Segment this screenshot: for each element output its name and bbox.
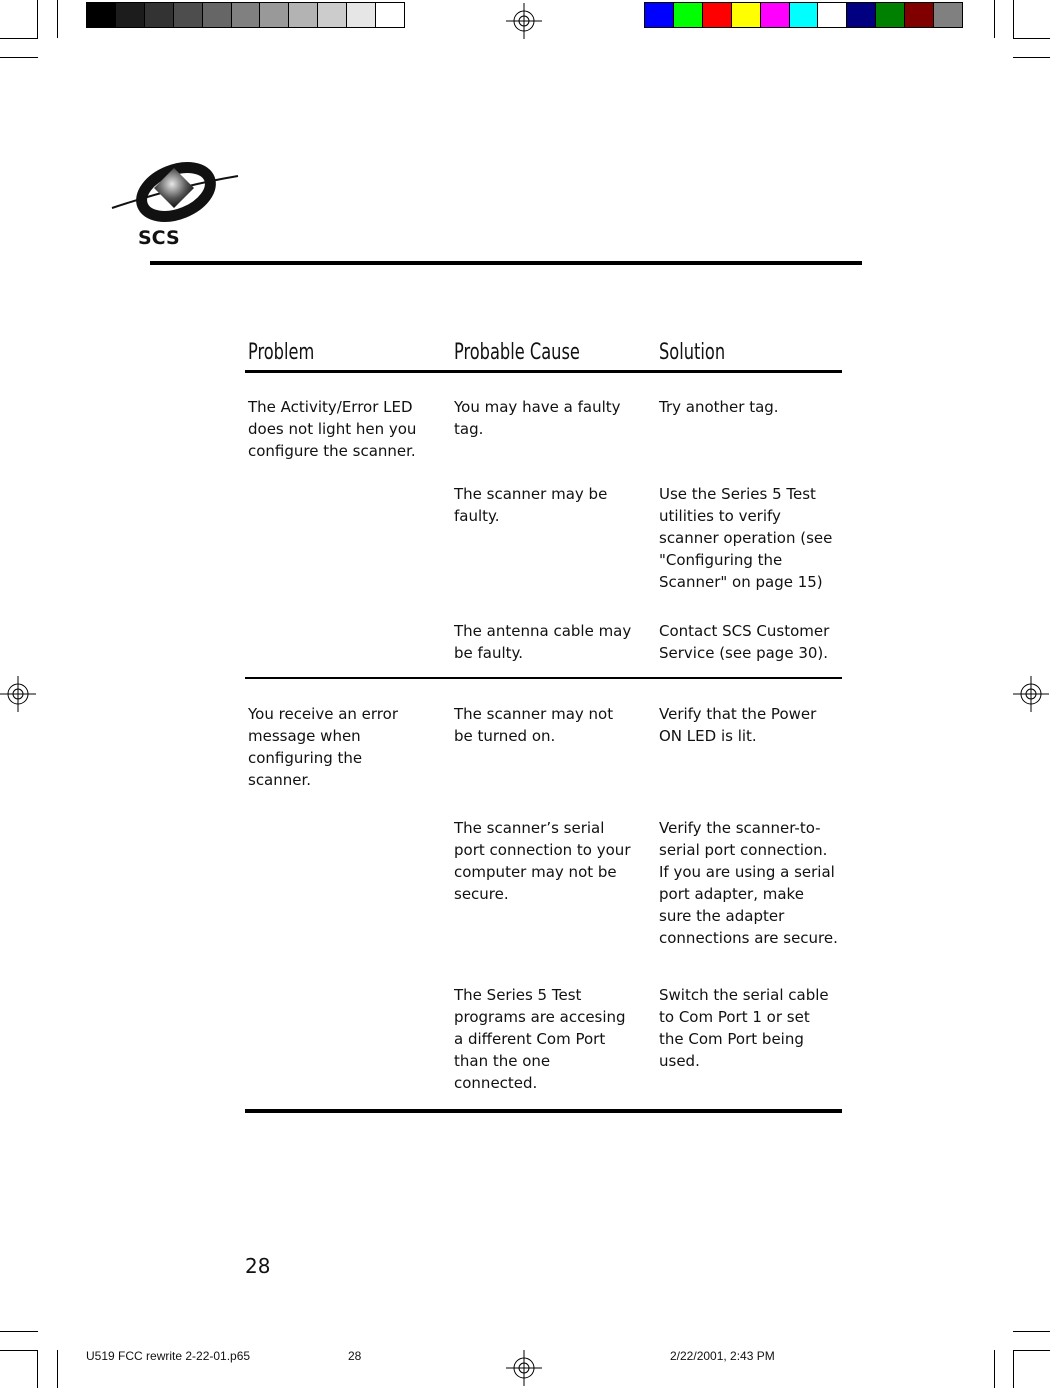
group-divider [245,677,842,679]
cause-cell: The scanner’s serial port connection to your computer may not be secure. [454,819,631,903]
solution-cell: Use the Series 5 Test utilities to verify scanner operation (see "Configuring the Scanner" on page 15) [659,485,833,591]
cause-cell: The Series 5 Test programs are accesing a different Com Port than the one connected. [454,986,626,1092]
color-swatch [703,3,732,27]
color-swatch [87,3,116,27]
cause-cell: The scanner may not be turned on. [454,705,614,745]
color-swatch [645,3,674,27]
column-header-cause: Probable Cause [454,340,580,365]
crop-mark [37,0,38,38]
color-swatch [790,3,819,27]
crop-mark [0,1331,38,1332]
solution-cell: Switch the serial cable to Com Port 1 or set the Com Port being used. [659,986,829,1070]
registration-mark-icon [506,1350,542,1386]
color-swatch [318,3,347,27]
cause-cell: You may have a faulty tag. [454,398,621,438]
color-swatch [260,3,289,27]
grayscale-calibration-bar [86,2,405,28]
page-number: 28 [245,1254,271,1278]
color-swatch [674,3,703,27]
crop-mark [994,1350,995,1388]
color-swatch [761,3,790,27]
crop-mark [0,57,38,58]
footer-filename: U519 FCC rewrite 2-22-01.p65 [86,1349,251,1363]
cause-cell: The antenna cable may be faulty. [454,622,632,662]
header-rule [150,261,862,265]
color-swatch [934,3,962,27]
problem-cell: You receive an error message when configuring the scanner. [248,705,398,789]
crop-mark [1013,1350,1050,1351]
color-swatch [876,3,905,27]
column-header-problem: Problem [248,340,315,365]
crop-mark [1013,1331,1050,1332]
color-swatch [116,3,145,27]
crop-mark [1013,0,1014,38]
solution-cell: Contact SCS Customer Service (see page 30). [659,622,830,662]
crop-mark [0,38,38,39]
registration-mark-icon [506,3,542,39]
color-swatch [232,3,261,27]
color-swatch [818,3,847,27]
crop-mark [0,1350,38,1351]
solution-cell: Verify the scanner-to-serial port connection. If you are using a serial port adapter, make sure the adapter connections are secure. [659,819,838,947]
svg-text:SCS: SCS [138,227,180,248]
color-swatch [905,3,934,27]
color-swatch [145,3,174,27]
scs-logo-icon [108,156,242,248]
color-swatch [347,3,376,27]
color-swatch [203,3,232,27]
cause-cell: The scanner may be faulty. [454,485,608,525]
crop-mark [1013,38,1050,39]
footer-date: 2/22/2001, 2:43 PM [670,1349,775,1363]
column-header-solution: Solution [659,340,726,365]
footer-page: 28 [348,1349,362,1363]
crop-mark [1013,1350,1014,1388]
crop-mark [994,0,995,38]
solution-cell: Verify that the Power ON LED is lit. [659,705,817,745]
table-bottom-rule [245,1109,842,1113]
problem-cell: The Activity/Error LED does not light hen you configure the scanner. [248,398,417,460]
crop-mark [37,1350,38,1388]
color-swatch [732,3,761,27]
solution-cell: Try another tag. [659,398,779,416]
registration-mark-icon [1013,676,1049,712]
crop-mark [1013,57,1050,58]
color-swatch [289,3,318,27]
color-swatch [174,3,203,27]
color-swatch [376,3,404,27]
crop-mark [57,1350,58,1388]
color-swatch [847,3,876,27]
table-header-rule [245,370,842,373]
crop-mark [57,0,58,38]
color-calibration-bar [644,2,963,28]
registration-mark-icon [0,676,36,712]
